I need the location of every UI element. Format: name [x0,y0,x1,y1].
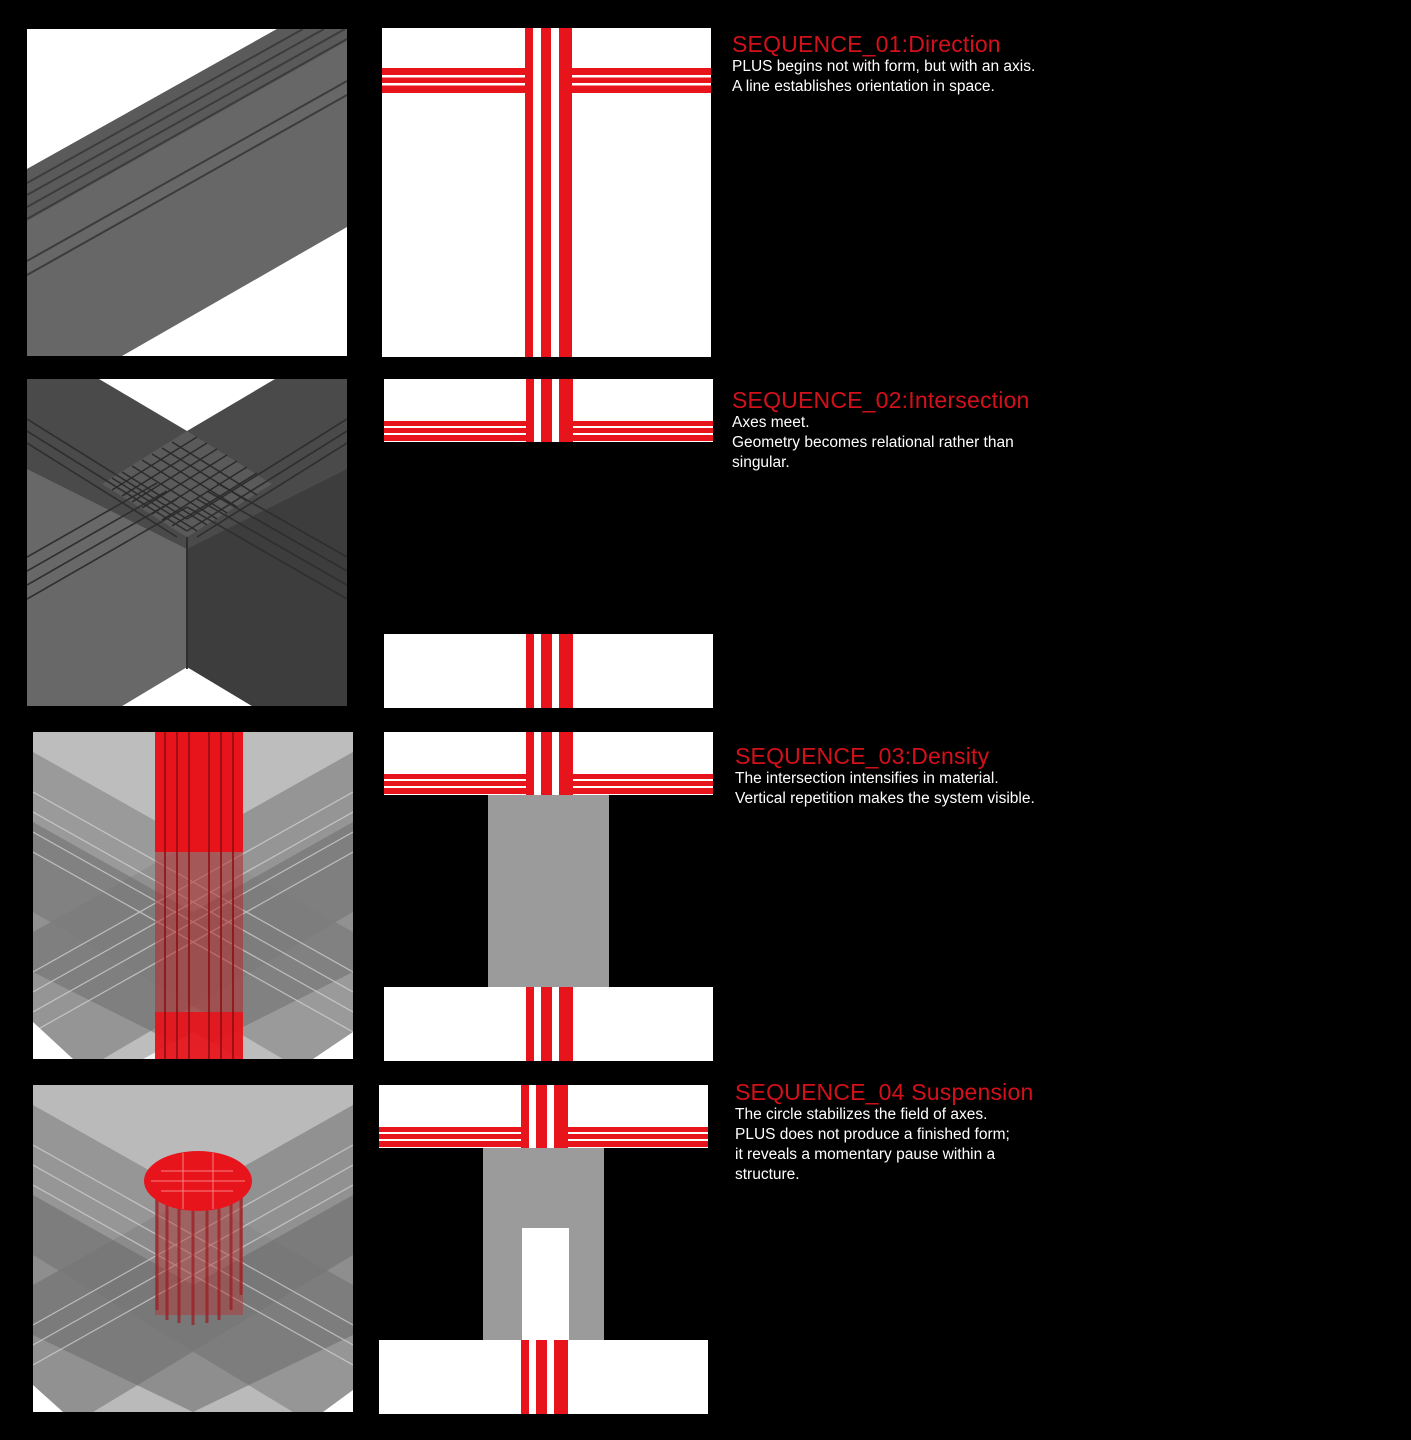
sequence-03-line-1: The intersection intensifies in material. [735,770,999,787]
sequence-04-line-4: structure. [735,1166,800,1183]
axon-diagram-1 [27,29,347,356]
plan-diagram-1 [382,28,711,357]
sequence-04-line-1: The circle stabilizes the field of axes. [735,1106,988,1123]
sequence-04-line-2: PLUS does not produce a finished form; [735,1126,1010,1143]
sequence-03-title: SEQUENCE_03:Density [735,743,990,769]
plan-diagram-4 [379,1085,708,1414]
sequence-02-line-1: Axes meet. [732,414,810,431]
sequence-01-line-1: PLUS begins not with form, but with an axis. [732,58,1036,75]
sequence-01-line-2: A line establishes orientation in space. [732,78,995,95]
sequence-01-title: SEQUENCE_01:Direction [732,31,1001,57]
sequence-04-line-3: it reveals a momentary pause within a [735,1146,996,1163]
sequence-01-text [732,31,1035,97]
sequence-04-title: SEQUENCE_04 Suspension [735,1079,1034,1105]
sequence-02-line-3: singular. [732,454,790,471]
plan-diagram-2 [384,379,713,708]
axon-diagram-2 [27,379,347,706]
sequence-03-text [735,743,1035,809]
axon-diagram-4 [33,1085,353,1412]
sequence-02-line-2: Geometry becomes relational rather than [732,434,1014,451]
sequence-02-title: SEQUENCE_02:Intersection [732,387,1030,413]
sequence-04-text [735,1079,1033,1185]
sequence-03-line-2: Vertical repetition makes the system visible. [735,790,1035,807]
plan-diagram-3 [384,732,713,1061]
axon-diagram-3 [33,732,353,1059]
sequence-02-text [732,387,1030,473]
